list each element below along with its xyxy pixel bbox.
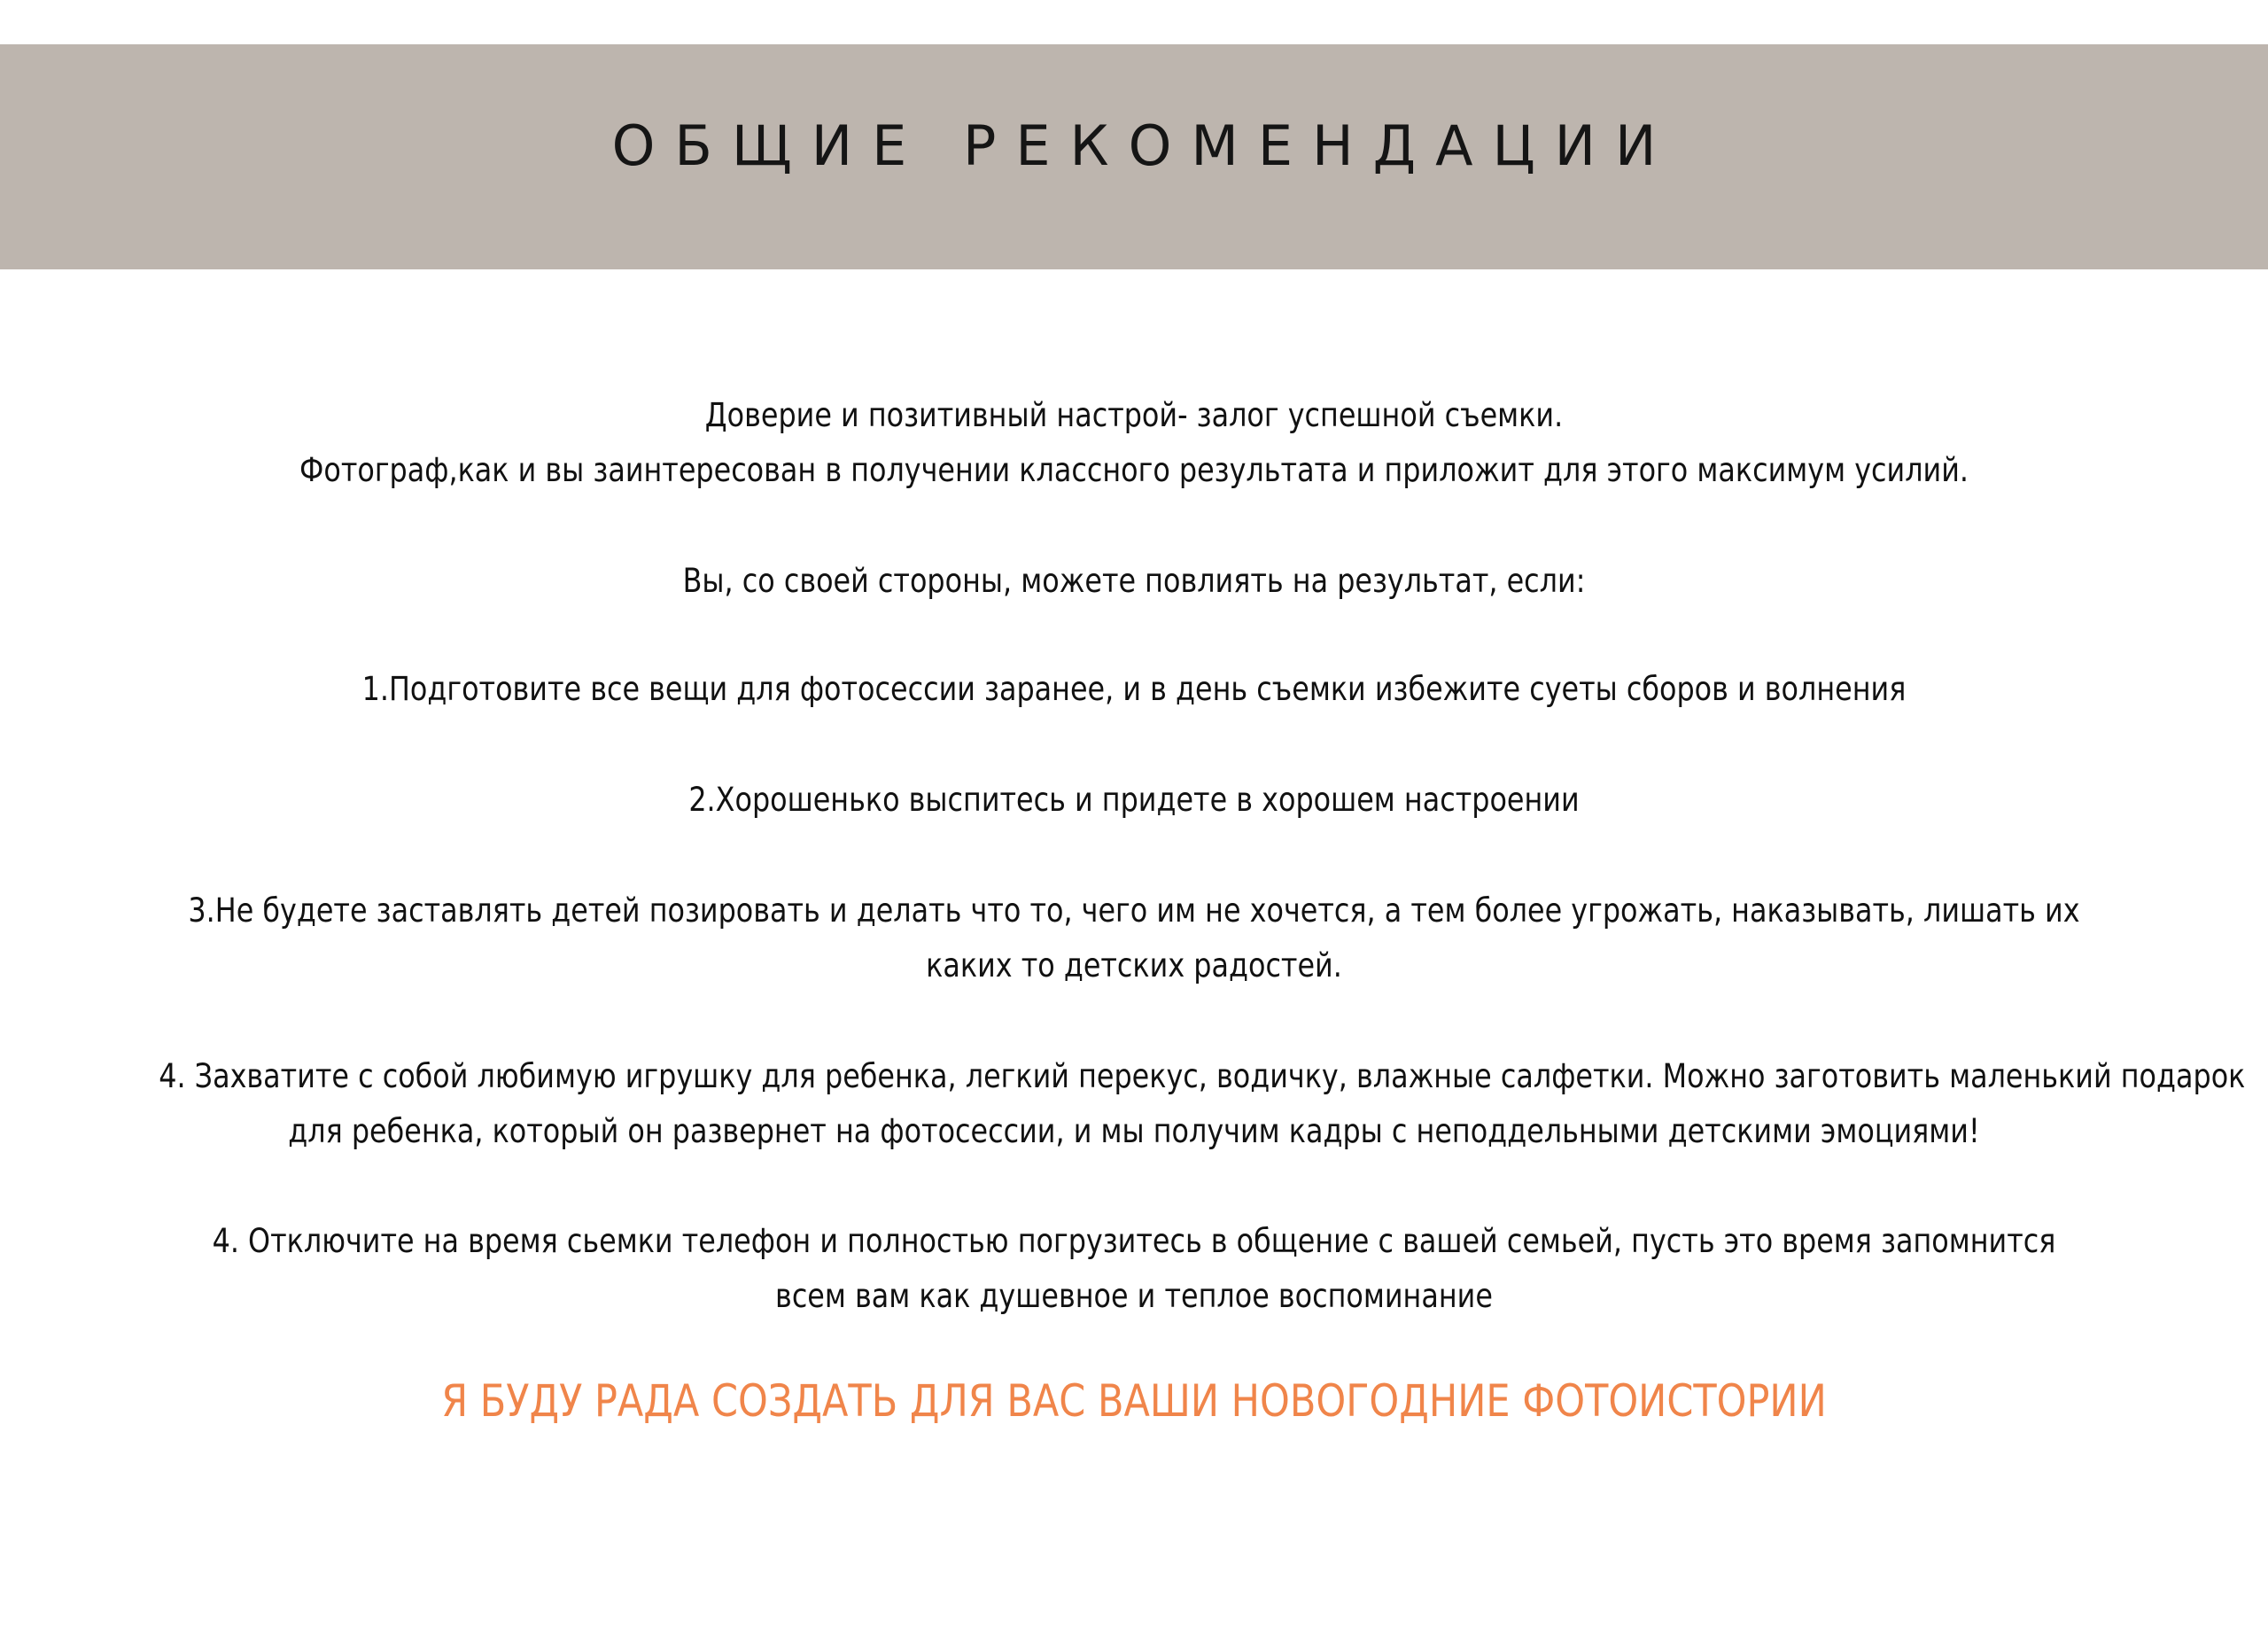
recommendation-4-line-2: для ребенка, который он развернет на фотосессии, и мы получим кадры с неподдельными детскими эмоциями! [288, 1112, 1980, 1150]
recommendation-1: 1.Подготовите все вещи для фотосессии заранее, и в день съемки избежите суеты сборов и волнения [361, 670, 1907, 708]
recommendation-5-line-1: 4. Отключите на время сьемки телефон и полностью погрузитесь в общение с вашей семьей, пусть это время запомнится [212, 1222, 2056, 1260]
recommendation-4-line-1: 4. Захватите с собой любимую игрушку для ребенка, легкий перекус, водичку, влажные салфетки. Можно заготовить маленький подарок [159, 1057, 2246, 1095]
page-title: ОБЩИЕ РЕКОМЕНДАЦИИ [611, 113, 1676, 178]
recommendation-3-line-2: каких то детских радостей. [926, 946, 1342, 985]
intro-condition-line: Вы, со своей стороны, можете повлиять на результат, если: [682, 562, 1586, 600]
intro-line: Фотограф,как и вы заинтересован в получении классного результата и приложит для этого максимум усилий. [299, 451, 1969, 489]
recommendation-3-line-1: 3.Не будете заставлять детей позировать и делать что то, чего им не хочется, а тем более угрожать, наказывать, лишать их [188, 891, 2080, 930]
intro-line: Доверие и позитивный настрой- залог успешной съемки. [704, 396, 1564, 434]
closing-statement: Я БУДУ РАДА СОЗДАТЬ ДЛЯ ВАС ВАШИ НОВОГОДНИЕ ФОТОИСТОРИИ [441, 1375, 1827, 1427]
recommendation-2: 2.Хорошенько выспитесь и придете в хорошем настроении [688, 781, 1580, 819]
recommendation-5-line-2: всем вам как душевное и теплое воспоминание [775, 1277, 1493, 1315]
